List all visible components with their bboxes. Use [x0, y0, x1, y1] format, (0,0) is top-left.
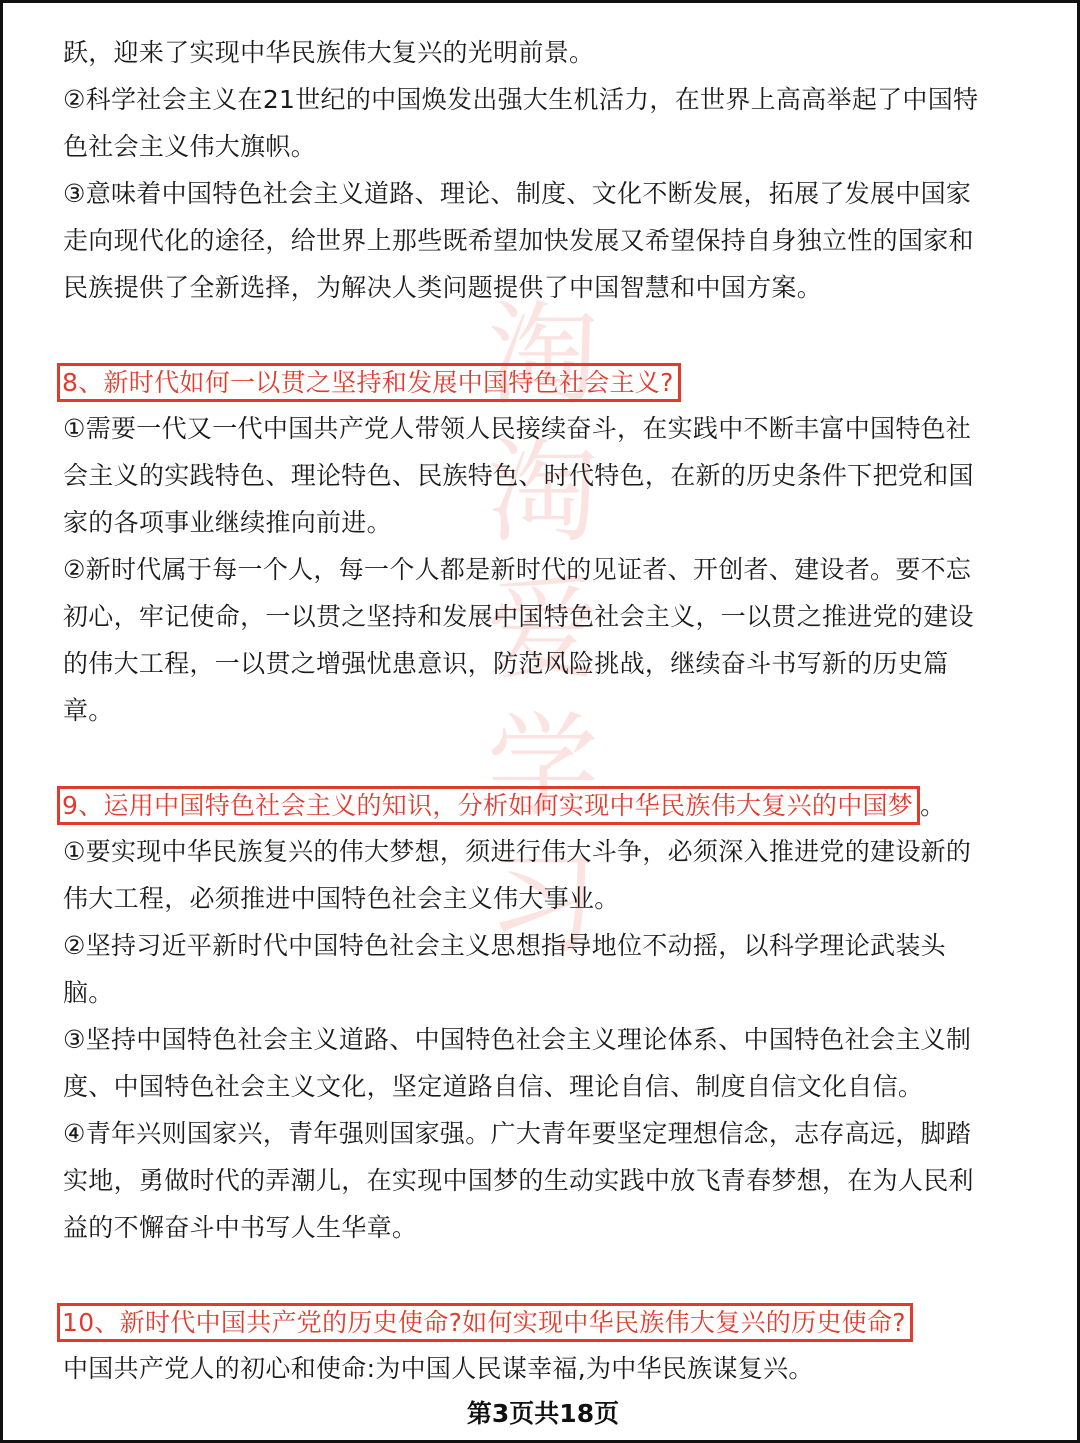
watermark-char: 学 [487, 702, 599, 832]
section-spacer [63, 734, 1013, 781]
section-spacer [63, 1251, 1013, 1298]
paragraph-line: 脑。 [63, 978, 114, 1007]
watermark-char: 爱 [487, 565, 599, 695]
paragraph-line: 民族提供了全新选择，为解决人类问题提供了中国智慧和中国方案。 [63, 273, 823, 302]
paragraph-line: 益的不懈奋斗中书写人生华章。 [63, 1213, 418, 1242]
paragraph-line: ②坚持习近平新时代中国特色社会主义思想指导地位不动摇，以科学理论武装头 [63, 931, 946, 960]
paragraph-line: 色社会主义伟大旗帜。 [63, 132, 317, 161]
question-10-section [63, 1298, 1013, 1392]
paragraph-line: 初心，牢记使命，一以贯之坚持和发展中国特色社会主义，一以贯之推进党的建设 [63, 602, 974, 631]
paragraph-line: ①要实现中华民族复兴的伟大梦想，须进行伟大斗争，必须深入推进党的建设新的 [63, 837, 972, 866]
paragraph-line: 章。 [63, 696, 114, 725]
question-8-heading-row [63, 358, 1013, 405]
paragraph-line: 度、中国特色社会主义文化，坚定道路自信、理论自信、制度自信文化自信。 [63, 1072, 924, 1101]
question-9-heading-tail: 。 [920, 791, 946, 820]
paragraph-line: 实地，勇做时代的弄潮儿，在实现中国梦的生动实践中放飞青春梦想，在为人民利 [63, 1166, 974, 1195]
paragraph-line: ③意味着中国特色社会主义道路、理论、制度、文化不断发展，拓展了发展中国家 [63, 179, 972, 208]
paragraph-line: ①需要一代又一代中国共产党人带领人民接续奋斗，在实践中不断丰富中国特色社 [63, 414, 972, 443]
question-10-heading: 10、新时代中国共产党的历史使命?如何实现中华民族伟大复兴的历史使命? [57, 1303, 913, 1342]
question-9-heading: 9、运用中国特色社会主义的知识，分析如何实现中华民族伟大复兴的中国梦 [57, 786, 920, 825]
watermark-char: 淘 [487, 428, 599, 558]
paragraph-line: 会主义的实践特色、理论特色、民族特色、时代特色，在新的历史条件下把党和国 [63, 461, 974, 490]
paragraph-line: ②新时代属于每一个人，每一个人都是新时代的见证者、开创者、建设者。要不忘 [63, 555, 972, 584]
section-spacer [63, 311, 1013, 358]
paragraph-line: 伟大工程，必须推进中国特色社会主义伟大事业。 [63, 884, 620, 913]
paragraph-line: 走向现代化的途径，给世界上那些既希望加快发展又希望保持自身独立性的国家和 [63, 226, 974, 255]
paragraph-line: 的伟大工程，一以贯之增强忧患意识，防范风险挑战，继续奋斗书写新的历史篇 [63, 649, 949, 678]
watermark-char: 习 [487, 839, 599, 969]
question-10-heading-row [63, 1298, 1013, 1345]
question-9-heading-row [63, 781, 1013, 828]
question-8-heading: 8、新时代如何一以贯之坚持和发展中国特色社会主义? [57, 363, 681, 402]
document-body [63, 29, 1013, 1392]
question-8-section [63, 358, 1013, 734]
question-9-section [63, 781, 1013, 1251]
watermark-char: 淘 [487, 291, 599, 421]
paragraph-line: 中国共产党人的初心和使命:为中国人民谋幸福,为中华民族谋复兴。 [63, 1354, 814, 1383]
paragraph-line: 跃，迎来了实现中华民族伟大复兴的光明前景。 [63, 38, 595, 67]
page-number: 第3页共18页 [466, 1399, 620, 1428]
paragraph-line: ②科学社会主义在21世纪的中国焕发出强大生机活力，在世界上高高举起了中国特 [63, 85, 979, 114]
paragraph-line: 家的各项事业继续推向前进。 [63, 508, 392, 537]
paragraph-line: ④青年兴则国家兴，青年强则国家强。广大青年要坚定理想信念，志存高远，脚踏 [63, 1119, 972, 1148]
intro-section [63, 29, 1013, 311]
paragraph-line: ③坚持中国特色社会主义道路、中国特色社会主义理论体系、中国特色社会主义制 [63, 1025, 972, 1054]
